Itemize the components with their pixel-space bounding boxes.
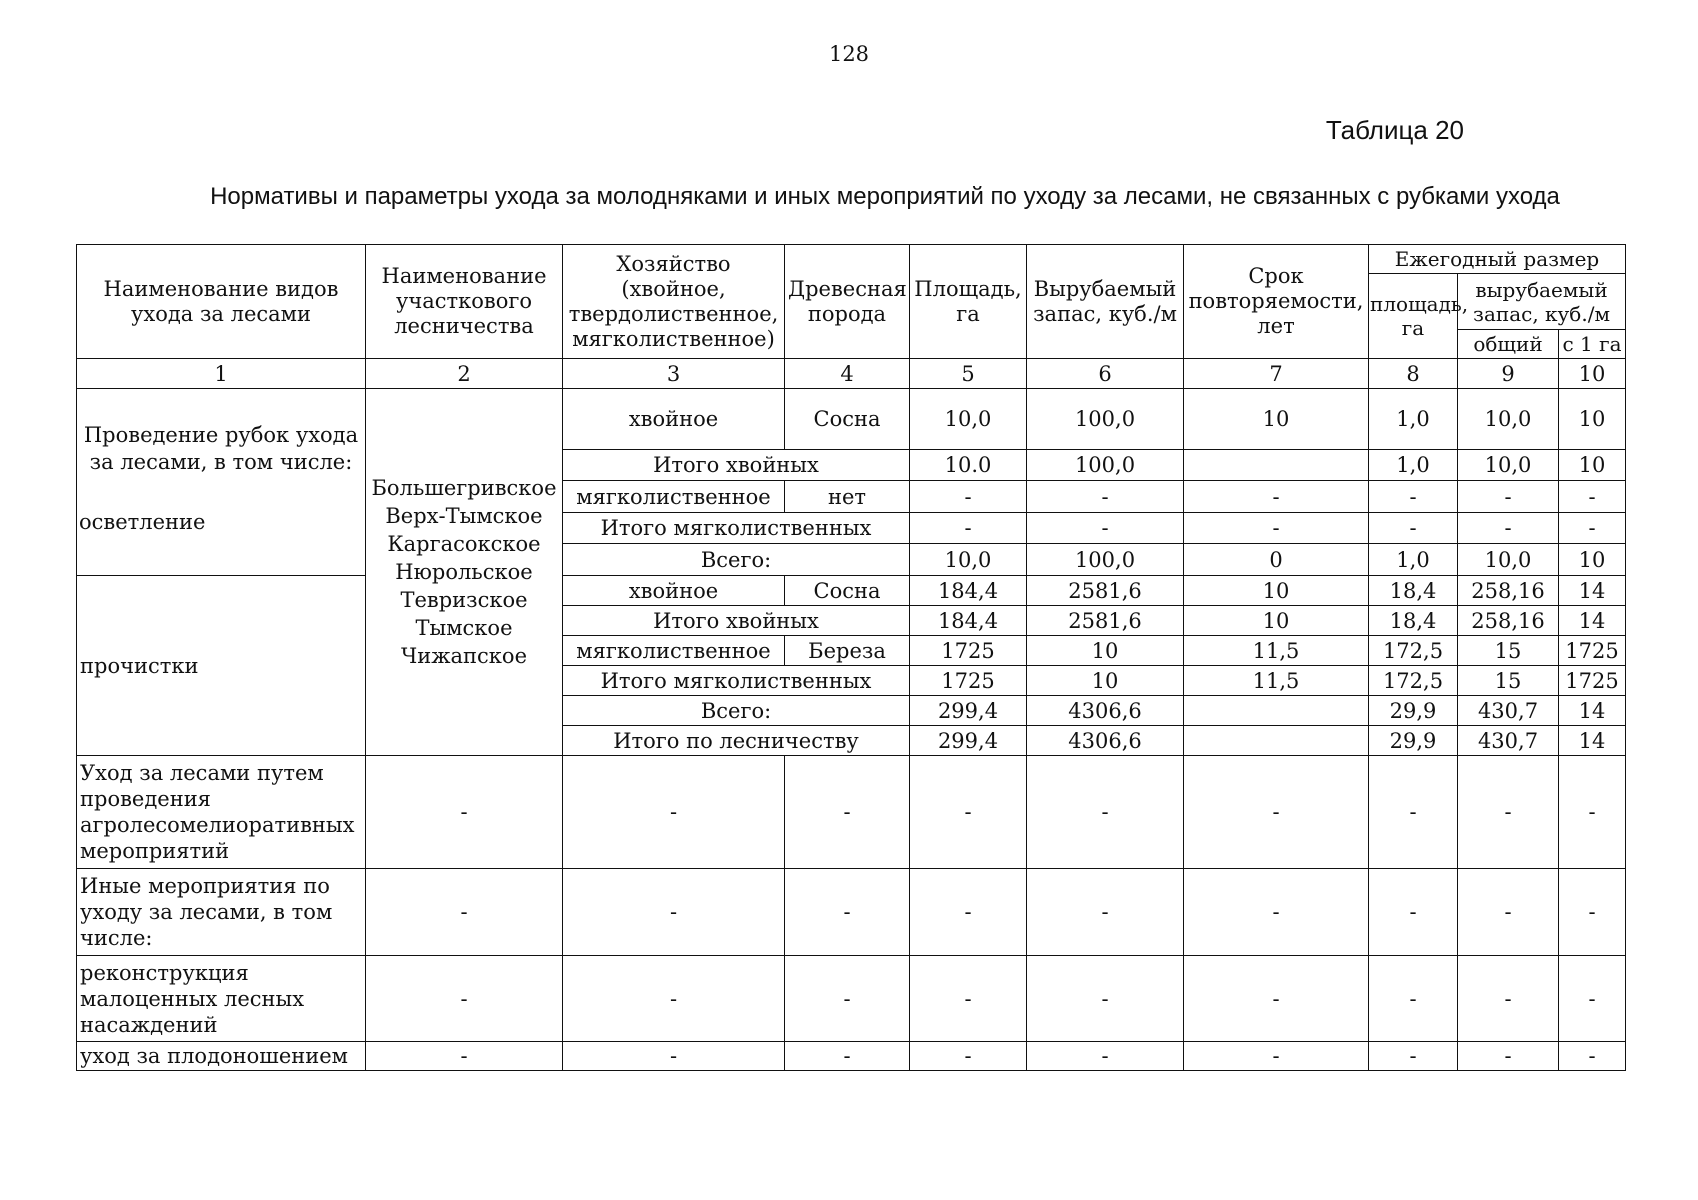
- annual-per-ha-cell: 10: [1559, 449, 1626, 481]
- annual-per-ha-cell: 10: [1559, 389, 1626, 450]
- annual-area-cell: 29,9: [1369, 696, 1458, 726]
- annual-per-ha-cell: -: [1559, 512, 1626, 544]
- col-number: 10: [1559, 359, 1626, 389]
- col-number: 6: [1027, 359, 1184, 389]
- dash-cell: -: [1458, 956, 1559, 1042]
- species-cell: Береза: [785, 636, 910, 666]
- period-cell: -: [1184, 512, 1369, 544]
- table-row: [77, 389, 1626, 450]
- period-cell: 11,5: [1184, 636, 1369, 666]
- col-number: 9: [1458, 359, 1559, 389]
- area-cell: -: [910, 512, 1027, 544]
- dash-cell: -: [366, 756, 563, 869]
- care-type-agro: Уход за лесами путем проведения агролесомелиоративных мероприятий: [77, 756, 366, 869]
- annual-area-cell: -: [1369, 481, 1458, 513]
- area-cell: 10,0: [910, 389, 1027, 450]
- dash-cell: -: [1458, 1042, 1559, 1071]
- annual-area-cell: 1,0: [1369, 449, 1458, 481]
- period-cell: 11,5: [1184, 666, 1369, 696]
- table-label: Таблица 20: [1325, 115, 1464, 145]
- econ-cell: хвойное: [563, 389, 785, 450]
- annual-per-ha-cell: -: [1559, 481, 1626, 513]
- period-cell: 0: [1184, 544, 1369, 576]
- table-row: [77, 869, 1626, 956]
- col-number: 1: [77, 359, 366, 389]
- care-type-reconstruction: реконструкция малоценных лесных насаждений: [77, 956, 366, 1042]
- area-cell: 184,4: [910, 606, 1027, 636]
- dash-cell: -: [1559, 869, 1626, 956]
- dash-cell: -: [1369, 869, 1458, 956]
- dash-cell: -: [1184, 956, 1369, 1042]
- dash-cell: -: [563, 756, 785, 869]
- dash-cell: -: [366, 956, 563, 1042]
- care-type-other: Иные мероприятия по уходу за лесами, в том числе:: [77, 869, 366, 956]
- dash-cell: -: [1184, 869, 1369, 956]
- annual-per-ha-cell: 10: [1559, 544, 1626, 576]
- dash-cell: -: [1458, 756, 1559, 869]
- dash-cell: -: [1369, 1042, 1458, 1071]
- dash-cell: -: [785, 756, 910, 869]
- period-cell: [1184, 449, 1369, 481]
- annual-total-cell: 258,16: [1458, 606, 1559, 636]
- dash-cell: -: [1027, 869, 1184, 956]
- col-number: 2: [366, 359, 563, 389]
- col-number: 4: [785, 359, 910, 389]
- species-cell: Сосна: [785, 576, 910, 606]
- dash-cell: -: [1184, 756, 1369, 869]
- volume-cell: 10: [1027, 636, 1184, 666]
- col-number: 7: [1184, 359, 1369, 389]
- area-cell: -: [910, 481, 1027, 513]
- annual-area-cell: 172,5: [1369, 666, 1458, 696]
- dash-cell: -: [1027, 1042, 1184, 1071]
- econ-cell: мягколиственное: [563, 636, 785, 666]
- species-cell: Сосна: [785, 389, 910, 450]
- dash-cell: -: [366, 1042, 563, 1071]
- volume-cell: -: [1027, 512, 1184, 544]
- header-annual-area: площадь, га: [1369, 274, 1458, 359]
- annual-total-cell: 10,0: [1458, 389, 1559, 450]
- annual-per-ha-cell: 14: [1559, 606, 1626, 636]
- area-cell: 1725: [910, 666, 1027, 696]
- dash-cell: -: [785, 869, 910, 956]
- area-cell: 299,4: [910, 696, 1027, 726]
- area-cell: 184,4: [910, 576, 1027, 606]
- annual-total-cell: 430,7: [1458, 696, 1559, 726]
- volume-cell: 100,0: [1027, 544, 1184, 576]
- annual-per-ha-cell: 1725: [1559, 666, 1626, 696]
- period-cell: 10: [1184, 606, 1369, 636]
- dash-cell: -: [563, 956, 785, 1042]
- area-cell: 1725: [910, 636, 1027, 666]
- annual-area-cell: 18,4: [1369, 606, 1458, 636]
- period-cell: [1184, 726, 1369, 756]
- total-label: Всего:: [563, 544, 910, 576]
- col-number: 8: [1369, 359, 1458, 389]
- subtotal-label: Итого мягколиственных: [563, 666, 910, 696]
- area-cell: 10,0: [910, 544, 1027, 576]
- annual-total-cell: 10,0: [1458, 544, 1559, 576]
- dash-cell: -: [1027, 756, 1184, 869]
- species-cell: нет: [785, 481, 910, 513]
- dash-cell: -: [1369, 756, 1458, 869]
- forest-care-table: [76, 244, 1626, 1071]
- econ-cell: мягколиственное: [563, 481, 785, 513]
- table-title: Нормативы и параметры ухода за молодняками и иных мероприятий по уходу за лесами, не связанных с рубками ухода: [210, 183, 1560, 210]
- forestries-list: Большегривское Верх-Тымское Каргасокское Нюрольское Тевризское Тымское Чижапское: [371, 476, 557, 668]
- volume-cell: 2581,6: [1027, 576, 1184, 606]
- annual-per-ha-cell: 1725: [1559, 636, 1626, 666]
- header-col6: Вырубаемый запас, куб./м: [1027, 245, 1184, 359]
- dash-cell: -: [910, 956, 1027, 1042]
- annual-area-cell: 29,9: [1369, 726, 1458, 756]
- table-row: [77, 576, 1626, 606]
- header-col7: Срок повторяемости, лет: [1184, 245, 1369, 359]
- volume-cell: 100,0: [1027, 449, 1184, 481]
- col-number: 5: [910, 359, 1027, 389]
- area-cell: 299,4: [910, 726, 1027, 756]
- page-number: 128: [828, 42, 870, 66]
- care-type-fruiting: уход за плодоношением: [77, 1042, 366, 1071]
- dash-cell: -: [563, 869, 785, 956]
- dash-cell: -: [1559, 956, 1626, 1042]
- header-col4: Древесная порода: [785, 245, 910, 359]
- volume-cell: 4306,6: [1027, 726, 1184, 756]
- annual-area-cell: 18,4: [1369, 576, 1458, 606]
- header-annual: Ежегодный размер: [1369, 245, 1626, 274]
- header-annual-per-ha: с 1 га: [1559, 330, 1626, 359]
- annual-total-cell: 10,0: [1458, 449, 1559, 481]
- volume-cell: 10: [1027, 666, 1184, 696]
- care-type-thinning-main: Проведение рубок ухода за лесами, в том числе:: [83, 423, 359, 474]
- subtotal-label: Итого хвойных: [563, 606, 910, 636]
- period-cell: [1184, 696, 1369, 726]
- annual-area-cell: 172,5: [1369, 636, 1458, 666]
- header-annual-total: общий: [1458, 330, 1559, 359]
- annual-area-cell: -: [1369, 512, 1458, 544]
- annual-total-cell: 430,7: [1458, 726, 1559, 756]
- care-type-cleaning: прочистки: [77, 576, 366, 756]
- annual-total-cell: -: [1458, 481, 1559, 513]
- period-cell: 10: [1184, 576, 1369, 606]
- dash-cell: -: [1369, 956, 1458, 1042]
- annual-area-cell: 1,0: [1369, 389, 1458, 450]
- forestries-cell: [366, 389, 563, 756]
- dash-cell: -: [1559, 756, 1626, 869]
- subtotal-label: Итого мягколиственных: [563, 512, 910, 544]
- subtotal-label: Итого хвойных: [563, 449, 910, 481]
- dash-cell: -: [366, 869, 563, 956]
- annual-per-ha-cell: 14: [1559, 576, 1626, 606]
- dash-cell: -: [563, 1042, 785, 1071]
- table-row: [77, 756, 1626, 869]
- table-row: [77, 956, 1626, 1042]
- total-label: Всего:: [563, 696, 910, 726]
- care-type-lightening: осветление: [79, 510, 206, 534]
- annual-area-cell: 1,0: [1369, 544, 1458, 576]
- dash-cell: -: [1559, 1042, 1626, 1071]
- annual-total-cell: 15: [1458, 636, 1559, 666]
- volume-cell: 2581,6: [1027, 606, 1184, 636]
- annual-total-cell: 15: [1458, 666, 1559, 696]
- dash-cell: -: [1184, 1042, 1369, 1071]
- annual-per-ha-cell: 14: [1559, 696, 1626, 726]
- dash-cell: -: [1458, 869, 1559, 956]
- header-col3: Хозяйство (хвойное, твердолиственное, мягколиственное): [563, 245, 785, 359]
- volume-cell: -: [1027, 481, 1184, 513]
- annual-total-cell: 258,16: [1458, 576, 1559, 606]
- annual-total-cell: -: [1458, 512, 1559, 544]
- header-col5: Площадь, га: [910, 245, 1027, 359]
- period-cell: -: [1184, 481, 1369, 513]
- header-col1: Наименование видов ухода за лесами: [77, 245, 366, 359]
- volume-cell: 100,0: [1027, 389, 1184, 450]
- dash-cell: -: [910, 1042, 1027, 1071]
- econ-cell: хвойное: [563, 576, 785, 606]
- period-cell: 10: [1184, 389, 1369, 450]
- header-col2: Наименование участкового лесничества: [366, 245, 563, 359]
- volume-cell: 4306,6: [1027, 696, 1184, 726]
- col-number: 3: [563, 359, 785, 389]
- dash-cell: -: [785, 956, 910, 1042]
- dash-cell: -: [785, 1042, 910, 1071]
- table-row: [77, 1042, 1626, 1071]
- care-type-thinning: [77, 389, 366, 576]
- header-annual-volume: вырубаемый запас, куб./м: [1458, 274, 1626, 330]
- dash-cell: -: [1027, 956, 1184, 1042]
- forestry-total-label: Итого по лесничеству: [563, 726, 910, 756]
- dash-cell: -: [910, 869, 1027, 956]
- annual-per-ha-cell: 14: [1559, 726, 1626, 756]
- dash-cell: -: [910, 756, 1027, 869]
- area-cell: 10.0: [910, 449, 1027, 481]
